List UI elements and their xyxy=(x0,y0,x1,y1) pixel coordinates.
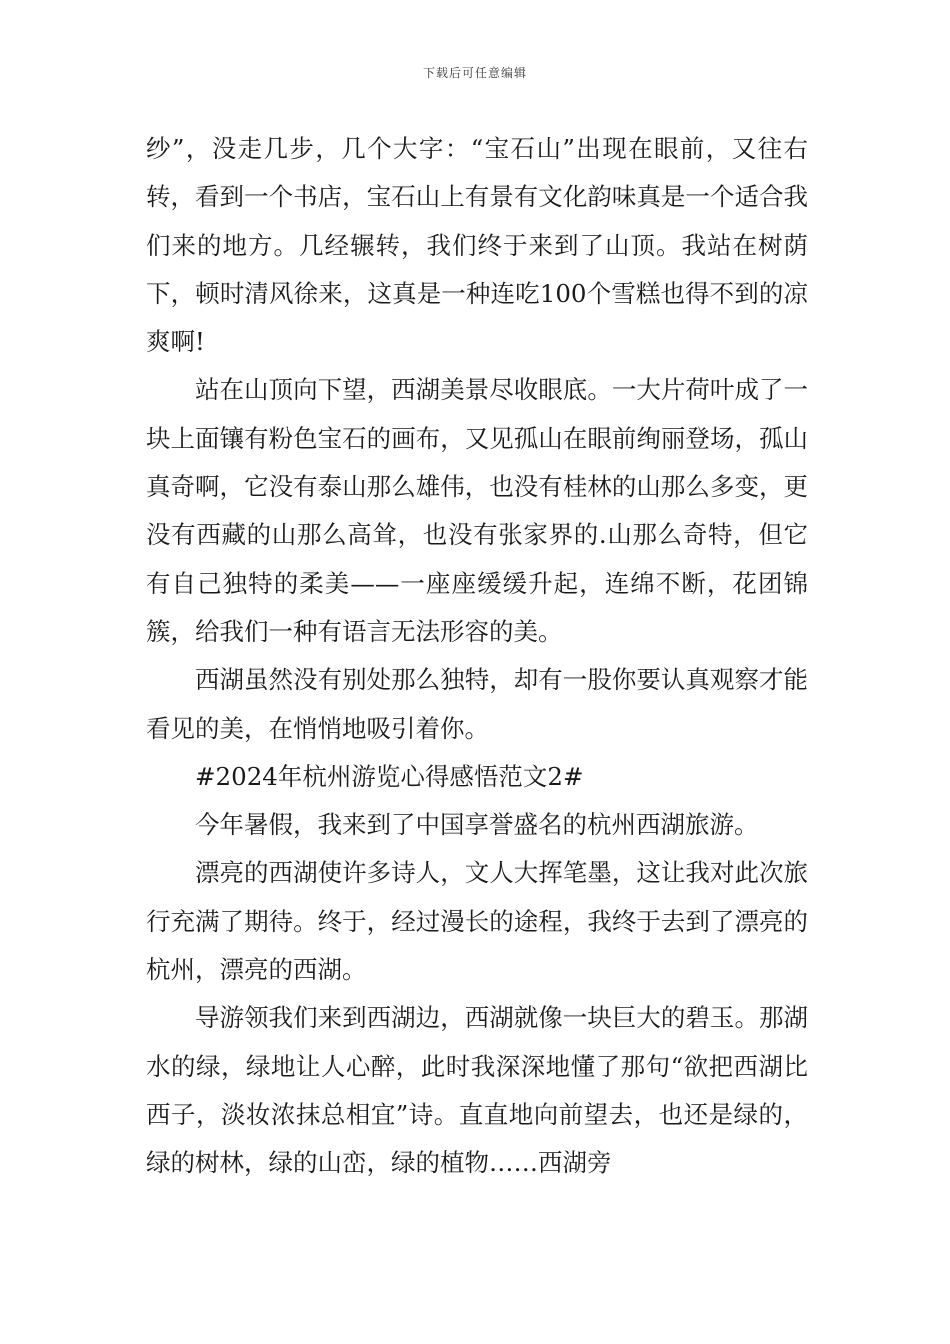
paragraph-2: 站在山顶向下望，西湖美景尽收眼底。一大片荷叶成了一块上面镶有粉色宝石的画布，又见孤山在眼前绚丽登场，孤山真奇啊，它没有泰山那么雄伟，也没有桂林的山那么多变，更没有西藏的山那么高耸，也没有张家界的.山那么奇特，但它有自己独特的柔美——一座座缓缓升起，连绵不断，花团锦簇，给我们一种有语言无法形容的美。 xyxy=(146,375,808,646)
paragraph-1: 纱”，没走几步，几个大字：“宝石山”出现在眼前，又往右转，看到一个书店，宝石山上有景有文化韵味真是一个适合我们来的地方。几经辗转，我们终于来到了山顶。我站在树荫下，顿时清风徐来，这真是一种连吃100个雪糕也得不到的凉爽啊! xyxy=(146,134,808,357)
section-heading: #2024年杭州游览心得感悟范文2# xyxy=(195,761,584,791)
paragraph-5: 漂亮的西湖使许多诗人，文人大挥笔墨，这让我对此次旅行充满了期待。终于，经过漫长的途程，我终于去到了漂亮的杭州，漂亮的西湖。 xyxy=(146,858,808,985)
document-body xyxy=(146,125,808,1188)
paragraph-6: 导游领我们来到西湖边，西湖就像一块巨大的碧玉。那湖水的绿，绿地让人心醉，此时我深深地懂了那句“欲把西湖比西子，淡妆浓抹总相宜”诗。直直地向前望去，也还是绿的，绿的树林，绿的山峦，绿的植物……西湖旁 xyxy=(146,1003,808,1178)
paragraph-3: 西湖虽然没有别处那么独特，却有一股你要认真观察才能看见的美，在悄悄地吸引着你。 xyxy=(146,665,808,743)
page-header-note: 下载后可任意编辑 xyxy=(422,66,527,80)
paragraph-4: 今年暑假，我来到了中国享誉盛名的杭州西湖旅游。 xyxy=(195,810,759,840)
